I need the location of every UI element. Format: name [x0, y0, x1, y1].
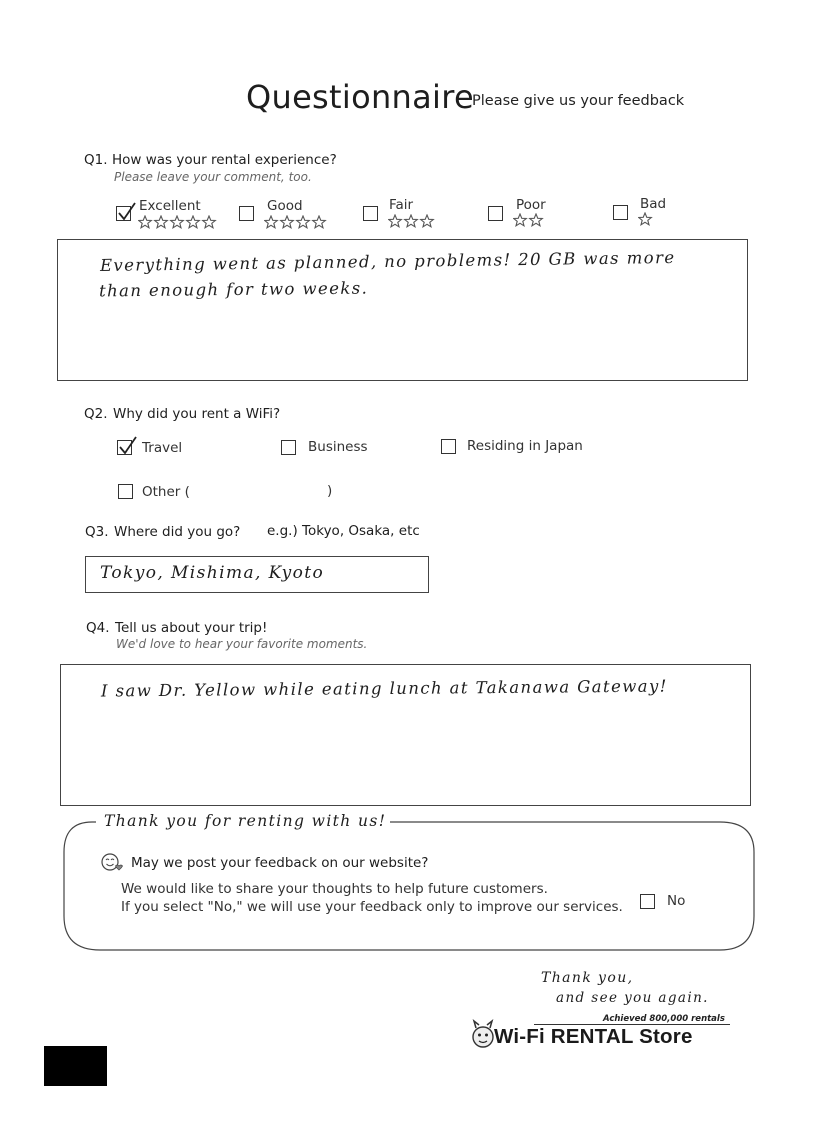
q3-number: Q3. — [85, 524, 109, 540]
rating-poor-checkbox[interactable] — [488, 206, 503, 221]
q4-hint: We'd love to hear your favorite moments. — [116, 637, 368, 651]
q4-number: Q4. — [86, 620, 110, 636]
rating-excellent-stars-icon — [138, 215, 220, 229]
check-mark-icon — [117, 435, 139, 457]
consent-no-checkbox[interactable] — [640, 894, 655, 909]
q1-comment-line2: than enough for two weeks. — [98, 278, 369, 301]
rating-excellent-label: Excellent — [139, 198, 201, 214]
rating-bad-label: Bad — [640, 196, 667, 212]
reason-business-label: Business — [308, 439, 368, 455]
reason-other-checkbox[interactable] — [118, 484, 133, 499]
consent-question: May we post your feedback on our website? — [131, 855, 429, 871]
consent-line1: We would like to share your thoughts to help future customers. — [121, 881, 548, 897]
rating-bad-stars-icon — [638, 212, 654, 226]
rating-good-checkbox[interactable] — [239, 206, 254, 221]
q4-question: Tell us about your trip! — [115, 620, 268, 636]
q1-comment-line1: Everything went as planned, no problems! 20 GB was more — [99, 247, 676, 276]
q3-example: e.g.) Tokyo, Osaka, etc — [267, 523, 420, 539]
page-title: Questionnaire — [246, 78, 474, 116]
q3-question: Where did you go? — [114, 524, 241, 540]
consent-line2: If you select "No," we will use your feedback only to improve our services. — [121, 899, 623, 915]
page-subtitle: Please give us your feedback — [472, 93, 685, 109]
feedback-face-icon — [99, 850, 125, 874]
rating-excellent-checkbox[interactable] — [116, 206, 131, 221]
q3-answer: Tokyo, Mishima, Kyoto — [100, 563, 325, 583]
q4-answer-box[interactable] — [60, 664, 751, 806]
consent-no-label: No — [667, 893, 686, 909]
q1-question: How was your rental experience? — [112, 152, 337, 168]
rating-good-stars-icon — [264, 215, 330, 229]
check-mark-icon — [116, 201, 138, 223]
q1-comment-box[interactable] — [57, 239, 748, 381]
rating-fair-label: Fair — [389, 197, 414, 213]
rating-good-label: Good — [267, 198, 303, 214]
rating-fair-stars-icon — [388, 214, 438, 228]
footer-logo-text: Wi-Fi RENTAL Store — [494, 1025, 693, 1048]
reason-other-label: Other ( — [142, 484, 190, 500]
mascot-logo-icon — [470, 1018, 496, 1050]
q3-answer-box[interactable] — [85, 556, 429, 593]
footer-handwritten-line2: and see you again. — [556, 990, 709, 1006]
redaction-block — [44, 1046, 107, 1086]
consent-handwritten-heading: Thank you for renting with us! — [100, 812, 390, 830]
reason-residing-label: Residing in Japan — [467, 438, 583, 454]
rating-bad-checkbox[interactable] — [613, 205, 628, 220]
footer-tagline: Achieved 800,000 rentals — [603, 1014, 725, 1024]
reason-residing-checkbox[interactable] — [441, 439, 456, 454]
q4-answer: I saw Dr. Yellow while eating lunch at Takanawa Gateway! — [100, 676, 668, 701]
footer-handwritten-line1: Thank you, — [541, 970, 634, 986]
q2-number: Q2. — [84, 406, 108, 422]
q1-hint: Please leave your comment, too. — [114, 170, 312, 184]
reason-travel-label: Travel — [142, 440, 183, 456]
q2-question: Why did you rent a WiFi? — [113, 406, 281, 422]
reason-travel-checkbox[interactable] — [117, 440, 132, 455]
reason-other-close-paren: ) — [327, 483, 333, 499]
rating-poor-stars-icon — [513, 213, 547, 227]
q1-number: Q1. — [84, 152, 108, 168]
reason-business-checkbox[interactable] — [281, 440, 296, 455]
rating-fair-checkbox[interactable] — [363, 206, 378, 221]
rating-poor-label: Poor — [516, 197, 546, 213]
